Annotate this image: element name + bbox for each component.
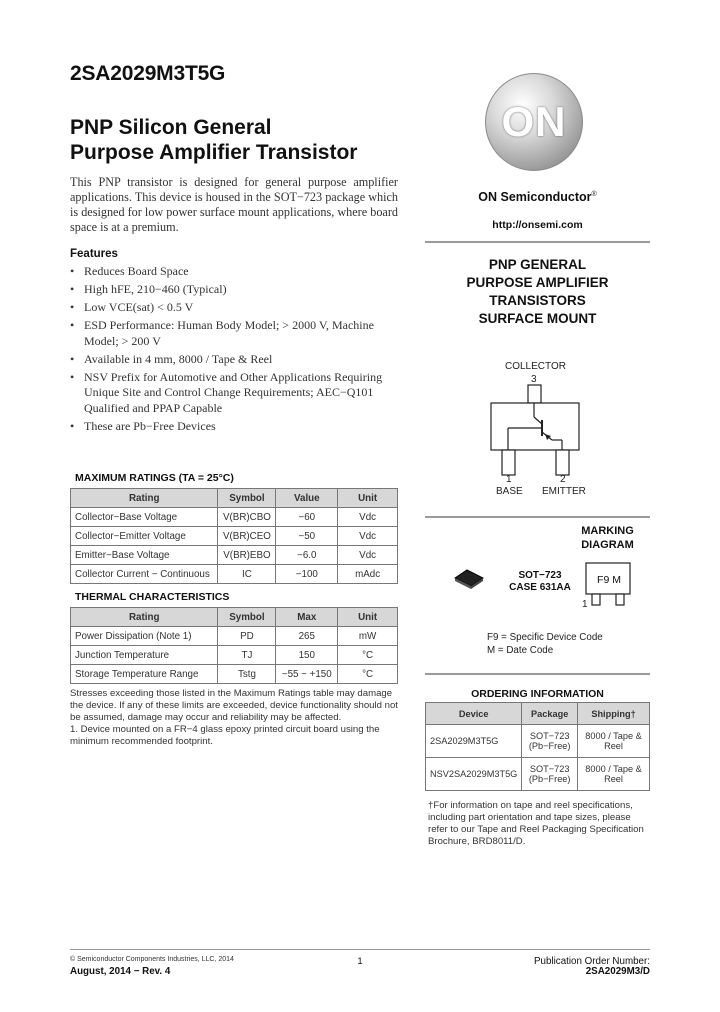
table-cell: 150 — [276, 646, 338, 665]
col-header: Unit — [338, 608, 398, 627]
table-cell: 8000 / Tape & Reel — [578, 725, 650, 758]
title-line-2: Purpose Amplifier Transistor — [70, 141, 358, 164]
table-cell: mW — [338, 627, 398, 646]
table-cell: Collector Current − Continuous — [71, 565, 218, 584]
col-header: Unit — [338, 489, 398, 508]
table-cell: Junction Temperature — [71, 646, 218, 665]
table-header-row — [71, 489, 398, 508]
marking-pin1-label: 1 — [582, 599, 588, 610]
table-cell: V(BR)CEO — [218, 527, 276, 546]
brand-text: ON Semiconductor — [478, 190, 592, 204]
table-cell: Collector−Base Voltage — [71, 508, 218, 527]
table-cell: −100 — [276, 565, 338, 584]
publication-number: 2SA2029M3/D — [585, 966, 650, 977]
base-label: BASE — [496, 486, 523, 497]
device-type-line: PNP GENERAL — [488, 257, 587, 272]
pin2-label: 2 — [560, 474, 566, 485]
table-cell: Power Dissipation (Note 1) — [71, 627, 218, 646]
features-heading: Features — [70, 248, 118, 260]
table-cell: SOT−723 (Pb−Free) — [522, 725, 578, 758]
logo-text: ON — [501, 98, 567, 145]
table-cell: mAdc — [338, 565, 398, 584]
document-title — [70, 115, 410, 165]
features-list — [70, 264, 400, 437]
collector-label: COLLECTOR — [505, 361, 566, 372]
device-type — [425, 256, 650, 328]
feature-item: • Reduces Board Space — [70, 264, 400, 280]
stress-note: Stresses exceeding those listed in the Maximum Ratings table may damage the device. If any of these limits are exceeded, device functionality should not be assumed, damage may occur and reliability may be affected. — [70, 688, 398, 723]
page-number: 1 — [357, 956, 363, 967]
marking-legend — [487, 631, 603, 657]
table-cell: 8000 / Tape & Reel — [578, 758, 650, 791]
table-cell: PD — [218, 627, 276, 646]
table-cell: 2SA2029M3T5G — [426, 725, 522, 758]
table-cell: °C — [338, 646, 398, 665]
publication-label: Publication Order Number: — [534, 956, 650, 967]
part-number: 2SA2029M3T5G — [70, 62, 226, 85]
website-link[interactable]: http://onsemi.com — [492, 219, 583, 231]
table-row — [71, 627, 398, 646]
table-row — [426, 758, 650, 791]
table-cell: 265 — [276, 627, 338, 646]
title-line-1: PNP Silicon General — [70, 116, 272, 139]
table-cell: Storage Temperature Range — [71, 665, 218, 684]
description: This PNP transistor is designed for general purpose amplifier applications. This device is housed in the SOT−723 package which is designed for low power surface mount applications, where board space is at a premium. — [70, 175, 398, 234]
sot723-package-icon — [452, 567, 486, 591]
copyright: © Semiconductor Components Industries, LLC, 2014 — [70, 956, 234, 963]
table-cell: °C — [338, 665, 398, 684]
marking-heading-line: MARKING — [581, 525, 634, 537]
package-name: SOT−723 — [518, 570, 562, 581]
device-type-line: TRANSISTORS — [489, 293, 586, 308]
divider — [425, 673, 650, 675]
col-header: Symbol — [218, 489, 276, 508]
ordering-footnote: †For information on tape and reel specifications, including part orientation and tape sizes, please refer to our Tape and Reel Packaging Specification Brochure, BRD8011/D. — [428, 800, 644, 847]
table-cell: Vdc — [338, 527, 398, 546]
registered-mark: ® — [591, 190, 597, 198]
divider — [425, 241, 650, 243]
thermal-heading: THERMAL CHARACTERISTICS — [75, 591, 230, 603]
legend-line: M = Date Code — [487, 645, 554, 656]
footer-divider — [70, 949, 650, 950]
feature-item: • Available in 4 mm, 8000 / Tape & Reel — [70, 352, 400, 368]
device-type-line: SURFACE MOUNT — [478, 311, 597, 326]
col-header: Rating — [71, 489, 218, 508]
feature-item: • Low VCE(sat) < 0.5 V — [70, 300, 400, 316]
table-cell: Vdc — [338, 546, 398, 565]
thermal-table — [70, 607, 398, 684]
table-cell: NSV2SA2029M3T5G — [426, 758, 522, 791]
table-header-row — [71, 608, 398, 627]
ordering-heading: ORDERING INFORMATION — [471, 688, 604, 700]
mark-code: F9 M — [597, 574, 621, 586]
table-cell: V(BR)CBO — [218, 508, 276, 527]
table-cell: SOT−723 (Pb−Free) — [522, 758, 578, 791]
table-row — [71, 665, 398, 684]
table-row — [71, 527, 398, 546]
pin1-label: 1 — [506, 474, 512, 485]
table-row — [71, 508, 398, 527]
legend-line: F9 = Specific Device Code — [487, 632, 603, 643]
footnote-1: 1. Device mounted on a FR−4 glass epoxy printed circuit board using the minimum recommended footprint. — [70, 724, 380, 747]
table-cell: IC — [218, 565, 276, 584]
ratings-notes — [70, 688, 398, 748]
marking-heading-line: DIAGRAM — [581, 539, 634, 551]
table-cell: −6.0 — [276, 546, 338, 565]
table-cell: Collector−Emitter Voltage — [71, 527, 218, 546]
table-cell: Tstg — [218, 665, 276, 684]
transistor-package-diagram — [488, 384, 588, 478]
table-row — [426, 725, 650, 758]
table-cell: TJ — [218, 646, 276, 665]
feature-item: • These are Pb−Free Devices — [70, 419, 400, 435]
table-cell: V(BR)EBO — [218, 546, 276, 565]
table-row — [71, 565, 398, 584]
feature-item: • ESD Performance: Human Body Model; > 2000 V, Machine Model; > 200 V — [70, 318, 400, 349]
col-header: Package — [522, 703, 578, 725]
col-header: Device — [426, 703, 522, 725]
table-row — [71, 546, 398, 565]
on-logo-icon — [485, 73, 583, 171]
ordering-table — [425, 702, 650, 791]
pin3-label: 3 — [531, 374, 537, 385]
revision-date: August, 2014 − Rev. 4 — [70, 966, 171, 977]
table-cell: Vdc — [338, 508, 398, 527]
max-ratings-table — [70, 488, 398, 584]
device-type-line: PURPOSE AMPLIFIER — [466, 275, 609, 290]
col-header: Shipping† — [578, 703, 650, 725]
col-header: Max — [276, 608, 338, 627]
table-row — [71, 646, 398, 665]
table-cell: Emitter−Base Voltage — [71, 546, 218, 565]
table-cell: −50 — [276, 527, 338, 546]
package-label — [500, 570, 580, 594]
brand-name — [425, 190, 650, 204]
max-ratings-heading: MAXIMUM RATINGS (TA = 25°C) — [75, 472, 234, 484]
case-name: CASE 631AA — [509, 582, 571, 593]
table-cell: −55 ~ +150 — [276, 665, 338, 684]
col-header: Rating — [71, 608, 218, 627]
col-header: Symbol — [218, 608, 276, 627]
table-cell: −60 — [276, 508, 338, 527]
table-header-row — [426, 703, 650, 725]
feature-item: • NSV Prefix for Automotive and Other Applications Requiring Unique Site and Control Change Requirements; AEC−Q101 Qualified and PPAP Capable — [70, 370, 400, 417]
emitter-label: EMITTER — [542, 486, 586, 497]
feature-item: • High hFE, 210−460 (Typical) — [70, 282, 400, 298]
col-header: Value — [276, 489, 338, 508]
divider — [425, 516, 650, 518]
marking-heading — [570, 524, 645, 552]
